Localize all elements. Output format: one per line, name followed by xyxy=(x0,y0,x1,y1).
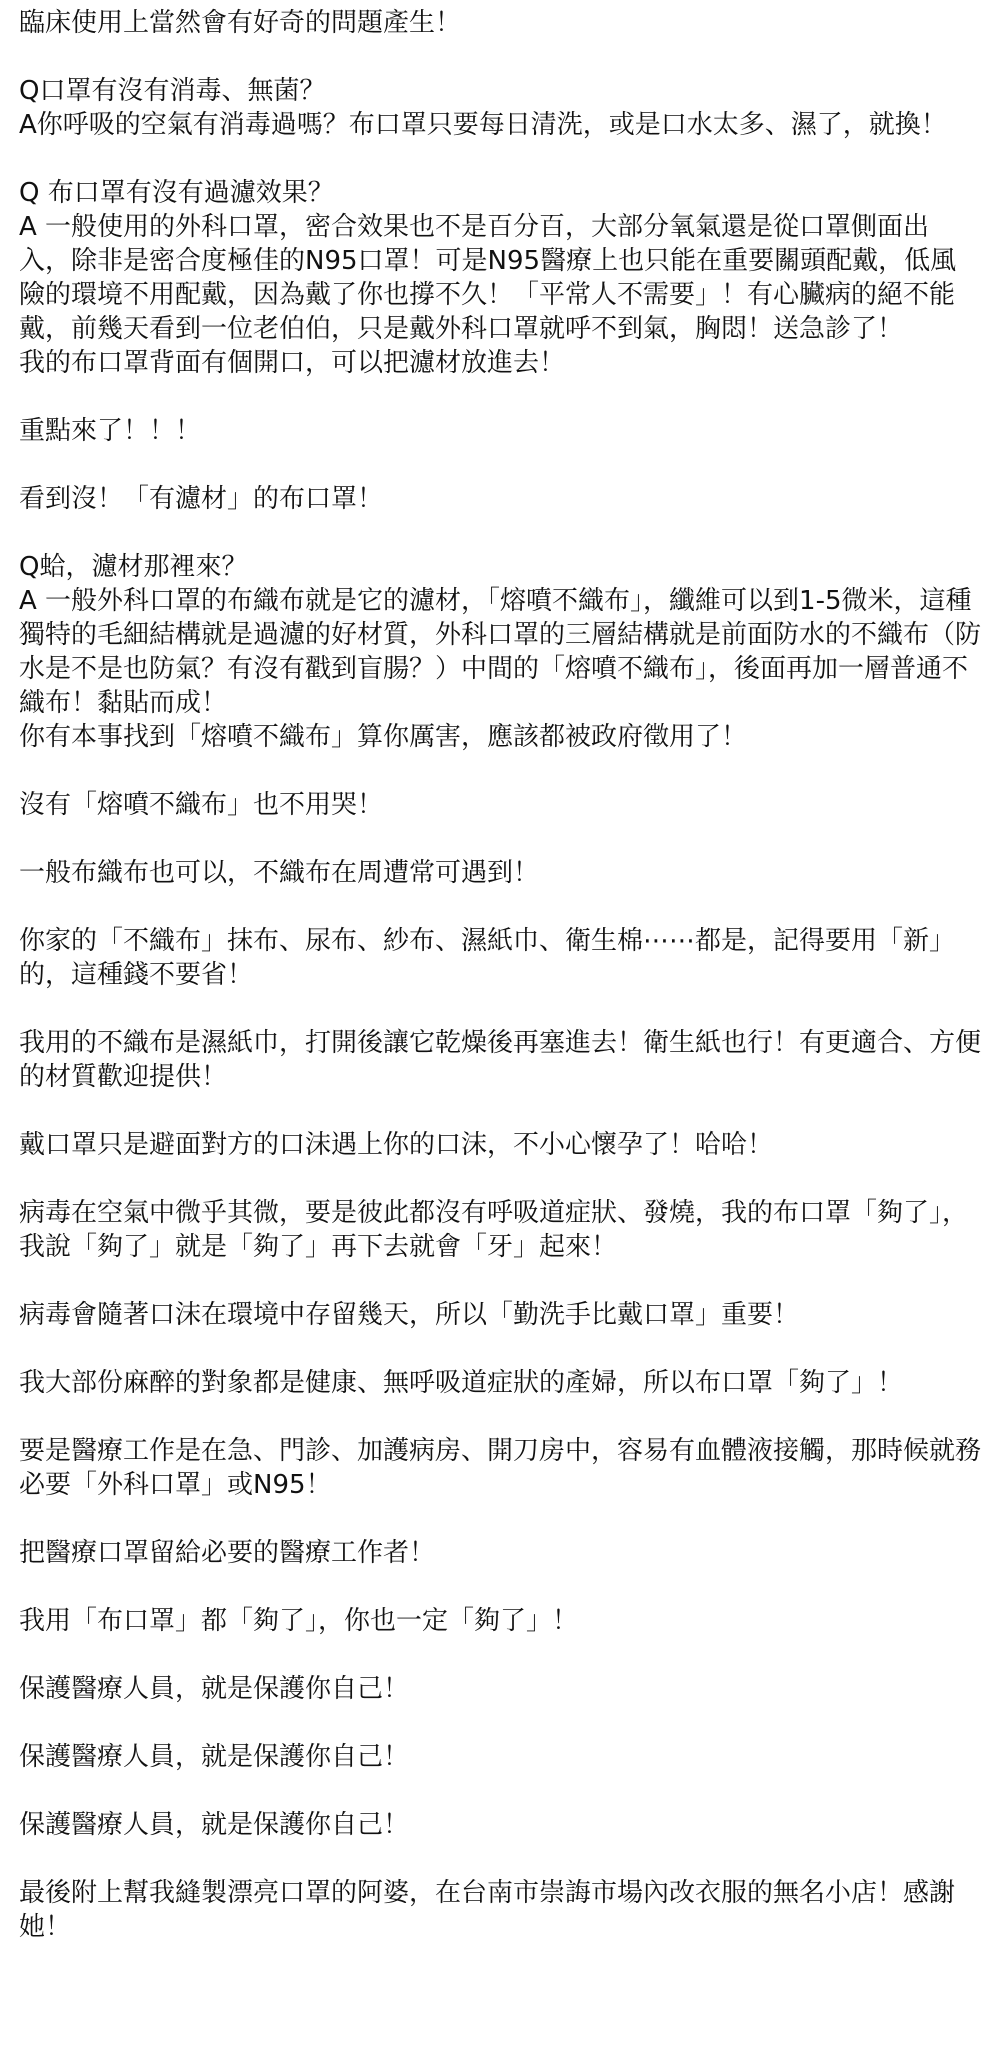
qa-disinfection-paragraph: Q口罩有沒有消毒、無菌？ A你呼吸的空氣有消毒過嗎？布口罩只要每日清洗，或是口水太多、濕了，就換！ xyxy=(19,76,947,140)
anesthesia-patients-paragraph: 我大部份麻醉的對象都是健康、無呼吸道症狀的產婦，所以布口罩「夠了」！ xyxy=(19,1368,904,1398)
no-meltblown-paragraph: 沒有「熔噴不織布」也不用哭！ xyxy=(19,790,384,820)
intro-paragraph: 臨床使用上當然會有好奇的問題產生！ xyxy=(19,8,462,38)
virus-in-air-paragraph: 病毒在空氣中微乎其微，要是彼此都沒有呼吸道症狀、發燒，我的布口罩「夠了」，我說「夠了」就是「夠了」再下去就會「牙」起來！ xyxy=(19,1198,969,1262)
qa-filter-source-paragraph: Q蛤，濾材那裡來？ A 一般外科口罩的布織布就是它的濾材，「熔噴不織布」，纖維可以到1-5微米，這種獨特的毛細結構就是過濾的好材質，外科口罩的三層結構就是前面防水的不織布（防水是不是也防氣？有沒有戳到盲腸？）中間的「熔噴不織布」，後面再加一層普通不織布！黏貼而成！ 你有本事找到「熔噴不織布」算你厲害，應該都被政府徵用了！ xyxy=(19,552,982,752)
enough-paragraph: 我用「布口罩」都「夠了」，你也一定「夠了」！ xyxy=(19,1606,579,1636)
mask-purpose-paragraph: 戴口罩只是避面對方的口沫遇上你的口沫，不小心懷孕了！哈哈！ xyxy=(19,1130,774,1160)
leave-masks-paragraph: 把醫療口罩留給必要的醫療工作者！ xyxy=(19,1538,436,1568)
protect-medical-paragraph: 保護醫療人員，就是保護你自己！ xyxy=(19,1674,410,1704)
nonwoven-available-paragraph: 一般布織布也可以，不織布在周遭常可遇到！ xyxy=(19,858,540,888)
thanks-paragraph: 最後附上幫我縫製漂亮口罩的阿婆，在台南市崇誨市場內改衣服的無名小店！感謝她！ xyxy=(19,1878,956,1942)
key-point-paragraph: 重點來了！！！ xyxy=(19,416,202,446)
household-nonwoven-paragraph: 你家的「不織布」抹布、尿布、紗布、濕紙巾、衛生棉⋯⋯都是，記得要用「新」的，這種錢不要省！ xyxy=(19,926,956,990)
medical-work-paragraph: 要是醫療工作是在急、門診、加護病房、開刀房中，容易有血體液接觸，那時候就務必要「外科口罩」或N95！ xyxy=(19,1436,982,1500)
protect-medical-paragraph: 保護醫療人員，就是保護你自己！ xyxy=(19,1810,410,1840)
filter-mask-paragraph: 看到沒！「有濾材」的布口罩！ xyxy=(19,484,384,514)
hand-washing-paragraph: 病毒會隨著口沫在環境中存留幾天，所以「勤洗手比戴口罩」重要！ xyxy=(19,1300,800,1330)
protect-medical-paragraph: 保護醫療人員，就是保護你自己！ xyxy=(19,1742,410,1772)
qa-filtration-paragraph: Q 布口罩有沒有過濾效果？ A 一般使用的外科口罩，密合效果也不是百分百，大部分氧氣還是從口罩側面出入，除非是密合度極佳的N95口罩！可是N95醫療上也只能在重要關頭配戴，低風險的環境不用配戴，因為戴了你也撐不久！「平常人不需要」！有心臟病的絕不能戴，前幾天看到一位老伯伯，只是戴外科口罩就呼不到氣，胸悶！送急診了！ 我的布口罩背面有個開口，可以把濾材放進去！ xyxy=(19,178,957,378)
wet-wipe-paragraph: 我用的不織布是濕紙巾，打開後讓它乾燥後再塞進去！衛生紙也行！有更適合、方便的材質歡迎提供！ xyxy=(19,1028,982,1092)
